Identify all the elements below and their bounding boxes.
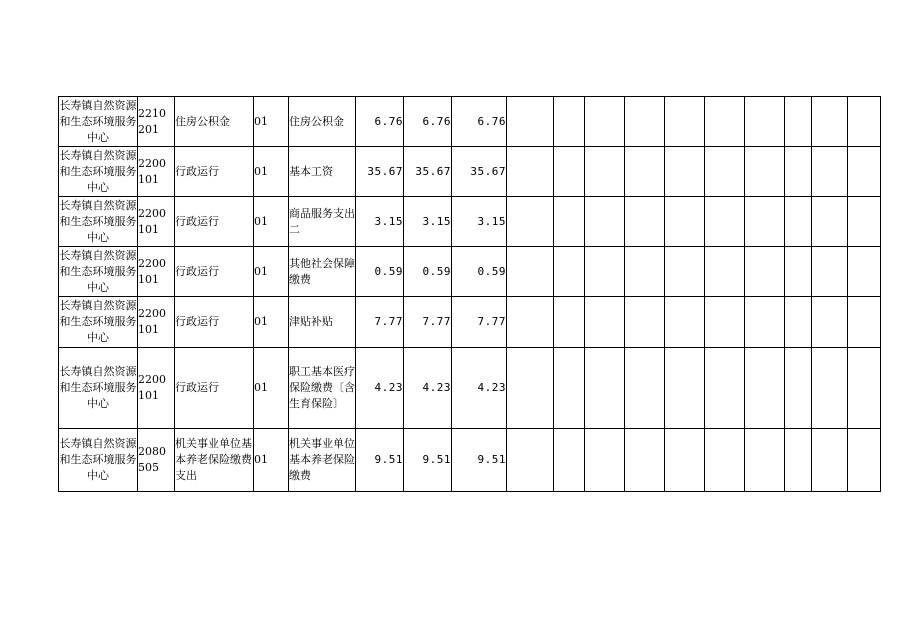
empty-cell: [812, 247, 848, 297]
empty-cell: [705, 297, 745, 348]
table-row: [59, 97, 881, 147]
amount-cell: 6.76: [404, 97, 452, 147]
empty-cell: [625, 297, 665, 348]
empty-cell: [665, 297, 705, 348]
empty-cell: [625, 197, 665, 247]
amount-cell: 3.15: [404, 197, 452, 247]
function-code-cell: 2200 101: [138, 247, 175, 297]
empty-cell: [507, 147, 554, 197]
empty-cell: [554, 197, 585, 247]
empty-cell: [507, 348, 554, 429]
function-code-cell: 2200 101: [138, 197, 175, 247]
econ-name-cell: 住房公积金: [289, 97, 356, 147]
empty-cell: [848, 247, 881, 297]
empty-cell: [665, 147, 705, 197]
function-code-cell: 2200 101: [138, 348, 175, 429]
empty-cell: [554, 348, 585, 429]
function-name-cell: 住房公积金: [175, 97, 254, 147]
unit-name-cell: 长寿镇自然资源和生态环境服务中心: [59, 429, 138, 492]
table-row: [59, 297, 881, 348]
function-code-cell: 2200 101: [138, 147, 175, 197]
function-name-cell: 行政运行: [175, 147, 254, 197]
table-row: [59, 197, 881, 247]
empty-cell: [848, 197, 881, 247]
empty-cell: [812, 197, 848, 247]
empty-cell: [785, 429, 812, 492]
empty-cell: [585, 247, 625, 297]
empty-cell: [585, 97, 625, 147]
unit-name-cell: 长寿镇自然资源和生态环境服务中心: [59, 348, 138, 429]
empty-cell: [554, 247, 585, 297]
amount-cell: 3.15: [356, 197, 404, 247]
empty-cell: [585, 429, 625, 492]
empty-cell: [745, 147, 785, 197]
unit-name-cell: 长寿镇自然资源和生态环境服务中心: [59, 97, 138, 147]
empty-cell: [848, 147, 881, 197]
empty-cell: [705, 97, 745, 147]
amount-cell: 9.51: [356, 429, 404, 492]
econ-code-cell: 01: [254, 197, 289, 247]
empty-cell: [665, 197, 705, 247]
function-name-cell: 机关事业单位基本养老保险缴费支出: [175, 429, 254, 492]
empty-cell: [585, 348, 625, 429]
econ-code-cell: 01: [254, 297, 289, 348]
empty-cell: [554, 97, 585, 147]
econ-name-cell: 基本工资: [289, 147, 356, 197]
econ-name-cell: 其他社会保障缴费: [289, 247, 356, 297]
amount-cell: 9.51: [452, 429, 507, 492]
amount-cell: 4.23: [452, 348, 507, 429]
empty-cell: [785, 197, 812, 247]
empty-cell: [812, 147, 848, 197]
empty-cell: [625, 348, 665, 429]
empty-cell: [665, 429, 705, 492]
econ-name-cell: 商品服务支出二: [289, 197, 356, 247]
table-row: [59, 147, 881, 197]
empty-cell: [665, 97, 705, 147]
empty-cell: [625, 147, 665, 197]
amount-cell: 35.67: [356, 147, 404, 197]
unit-name-cell: 长寿镇自然资源和生态环境服务中心: [59, 147, 138, 197]
table-row: [59, 247, 881, 297]
function-name-cell: 行政运行: [175, 197, 254, 247]
empty-cell: [554, 429, 585, 492]
empty-cell: [785, 297, 812, 348]
empty-cell: [745, 97, 785, 147]
empty-cell: [785, 247, 812, 297]
empty-cell: [585, 297, 625, 348]
amount-cell: 9.51: [404, 429, 452, 492]
amount-cell: 0.59: [356, 247, 404, 297]
econ-name-cell: 津贴补贴: [289, 297, 356, 348]
amount-cell: 0.59: [452, 247, 507, 297]
empty-cell: [625, 429, 665, 492]
amount-cell: 7.77: [404, 297, 452, 348]
empty-cell: [848, 429, 881, 492]
empty-cell: [705, 147, 745, 197]
function-name-cell: 行政运行: [175, 247, 254, 297]
econ-name-cell: 职工基本医疗保险缴费〔含生育保险〕: [289, 348, 356, 429]
empty-cell: [812, 97, 848, 147]
empty-cell: [745, 297, 785, 348]
empty-cell: [705, 348, 745, 429]
econ-code-cell: 01: [254, 147, 289, 197]
econ-code-cell: 01: [254, 429, 289, 492]
unit-name-cell: 长寿镇自然资源和生态环境服务中心: [59, 297, 138, 348]
function-name-cell: 行政运行: [175, 297, 254, 348]
empty-cell: [785, 97, 812, 147]
empty-cell: [507, 429, 554, 492]
empty-cell: [812, 297, 848, 348]
empty-cell: [785, 348, 812, 429]
table-row: [59, 429, 881, 492]
empty-cell: [785, 147, 812, 197]
empty-cell: [507, 247, 554, 297]
empty-cell: [625, 247, 665, 297]
amount-cell: 7.77: [452, 297, 507, 348]
function-name-cell: 行政运行: [175, 348, 254, 429]
empty-cell: [812, 348, 848, 429]
empty-cell: [585, 147, 625, 197]
table-row: [59, 348, 881, 429]
empty-cell: [705, 197, 745, 247]
empty-cell: [554, 297, 585, 348]
empty-cell: [848, 297, 881, 348]
function-code-cell: 2210 201: [138, 97, 175, 147]
empty-cell: [665, 348, 705, 429]
empty-cell: [507, 297, 554, 348]
amount-cell: 35.67: [452, 147, 507, 197]
function-code-cell: 2080 505: [138, 429, 175, 492]
amount-cell: 0.59: [404, 247, 452, 297]
empty-cell: [812, 429, 848, 492]
amount-cell: 35.67: [404, 147, 452, 197]
empty-cell: [665, 247, 705, 297]
empty-cell: [554, 147, 585, 197]
econ-name-cell: 机关事业单位基本养老保险缴费: [289, 429, 356, 492]
empty-cell: [705, 429, 745, 492]
amount-cell: 4.23: [356, 348, 404, 429]
budget-table: [58, 96, 881, 492]
empty-cell: [625, 97, 665, 147]
unit-name-cell: 长寿镇自然资源和生态环境服务中心: [59, 247, 138, 297]
amount-cell: 6.76: [356, 97, 404, 147]
empty-cell: [507, 197, 554, 247]
empty-cell: [507, 97, 554, 147]
amount-cell: 3.15: [452, 197, 507, 247]
empty-cell: [848, 348, 881, 429]
empty-cell: [745, 197, 785, 247]
amount-cell: 6.76: [452, 97, 507, 147]
econ-code-cell: 01: [254, 348, 289, 429]
empty-cell: [705, 247, 745, 297]
empty-cell: [848, 97, 881, 147]
amount-cell: 4.23: [404, 348, 452, 429]
empty-cell: [585, 197, 625, 247]
unit-name-cell: 长寿镇自然资源和生态环境服务中心: [59, 197, 138, 247]
amount-cell: 7.77: [356, 297, 404, 348]
econ-code-cell: 01: [254, 247, 289, 297]
econ-code-cell: 01: [254, 97, 289, 147]
empty-cell: [745, 348, 785, 429]
empty-cell: [745, 247, 785, 297]
empty-cell: [745, 429, 785, 492]
function-code-cell: 2200 101: [138, 297, 175, 348]
